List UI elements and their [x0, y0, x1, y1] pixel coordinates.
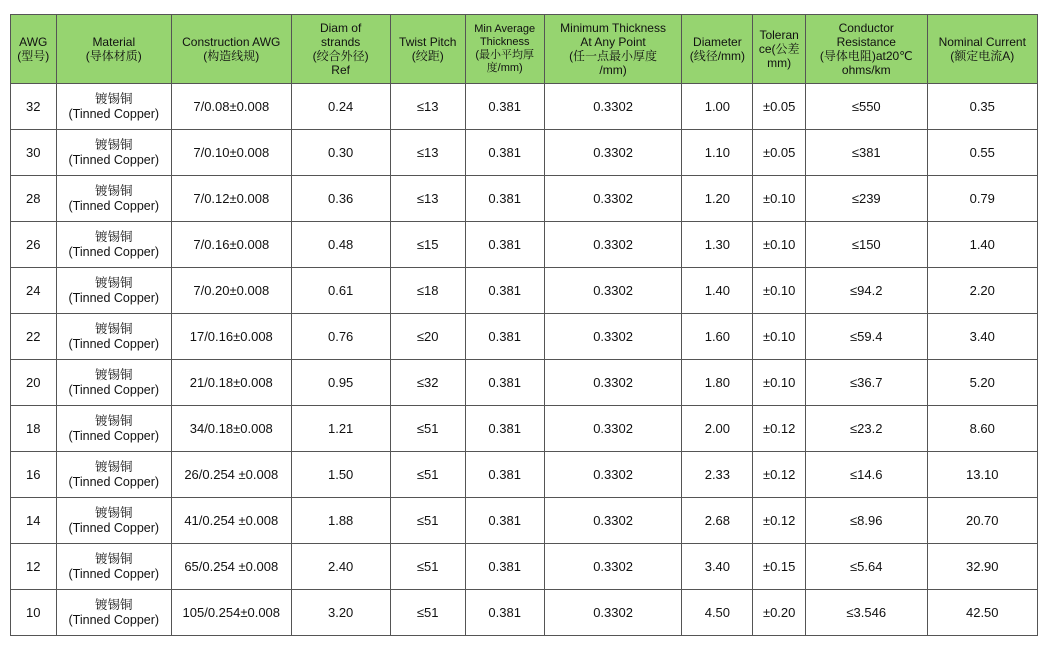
- cell-conductor-resistance: ≤36.7: [805, 360, 927, 406]
- cell-nominal-current: 3.40: [927, 314, 1037, 360]
- cell-tolerance: ±0.12: [753, 498, 806, 544]
- header-twist-pitch: Twist Pitch (绞距): [390, 15, 465, 84]
- table-row: [11, 544, 1038, 590]
- cell-awg: 14: [11, 498, 57, 544]
- cell-diameter: 2.68: [682, 498, 753, 544]
- cell-construction: 21/0.18±0.008: [172, 360, 292, 406]
- cell-nominal-current: 0.35: [927, 84, 1037, 130]
- cell-strand-diameter: 1.88: [291, 498, 390, 544]
- material-chinese: 镀锡铜: [95, 551, 133, 566]
- cell-nominal-current: 0.79: [927, 176, 1037, 222]
- header-strand-diameter: Diam of strands (绞合外径) Ref: [291, 15, 390, 84]
- cell-awg: 24: [11, 268, 57, 314]
- material-english: (Tinned Copper): [68, 382, 160, 397]
- cell-nominal-current: 2.20: [927, 268, 1037, 314]
- cell-construction: 7/0.16±0.008: [172, 222, 292, 268]
- cell-awg: 16: [11, 452, 57, 498]
- cell-strand-diameter: 2.40: [291, 544, 390, 590]
- table-row: [11, 314, 1038, 360]
- cell-nominal-current: 5.20: [927, 360, 1037, 406]
- cell-construction: 26/0.254 ±0.008: [172, 452, 292, 498]
- cell-construction: 7/0.08±0.008: [172, 84, 292, 130]
- cell-diameter: 1.60: [682, 314, 753, 360]
- cell-min-thickness-any-point: 0.3302: [544, 360, 682, 406]
- spec-table-container: [10, 14, 1038, 636]
- cell-nominal-current: 20.70: [927, 498, 1037, 544]
- material-english: (Tinned Copper): [68, 428, 160, 443]
- header-material: Material (导体材质): [56, 15, 171, 84]
- cell-min-average-thickness: 0.381: [465, 84, 544, 130]
- cell-strand-diameter: 0.61: [291, 268, 390, 314]
- cell-tolerance: ±0.20: [753, 590, 806, 636]
- header-awg: AWG (型号): [11, 15, 57, 84]
- table-row: [11, 406, 1038, 452]
- cell-material: [56, 498, 171, 544]
- cell-strand-diameter: 0.76: [291, 314, 390, 360]
- cell-twist-pitch: ≤13: [390, 84, 465, 130]
- material-english: (Tinned Copper): [68, 244, 160, 259]
- cell-strand-diameter: 0.30: [291, 130, 390, 176]
- table-body: [11, 84, 1038, 636]
- cell-material: [56, 590, 171, 636]
- cell-strand-diameter: 0.95: [291, 360, 390, 406]
- cell-tolerance: ±0.15: [753, 544, 806, 590]
- cell-strand-diameter: 0.48: [291, 222, 390, 268]
- cell-min-average-thickness: 0.381: [465, 590, 544, 636]
- material-english: (Tinned Copper): [68, 336, 160, 351]
- cell-conductor-resistance: ≤5.64: [805, 544, 927, 590]
- cell-material: [56, 406, 171, 452]
- cell-diameter: 1.30: [682, 222, 753, 268]
- cell-nominal-current: 1.40: [927, 222, 1037, 268]
- table-row: [11, 176, 1038, 222]
- cell-min-thickness-any-point: 0.3302: [544, 222, 682, 268]
- material-chinese: 镀锡铜: [95, 597, 133, 612]
- cell-twist-pitch: ≤32: [390, 360, 465, 406]
- cell-diameter: 1.80: [682, 360, 753, 406]
- cell-material: [56, 452, 171, 498]
- material-chinese: 镀锡铜: [95, 321, 133, 336]
- cell-strand-diameter: 0.24: [291, 84, 390, 130]
- cell-min-average-thickness: 0.381: [465, 130, 544, 176]
- cell-construction: 17/0.16±0.008: [172, 314, 292, 360]
- cell-material: [56, 222, 171, 268]
- cell-awg: 30: [11, 130, 57, 176]
- cell-tolerance: ±0.10: [753, 176, 806, 222]
- cell-awg: 20: [11, 360, 57, 406]
- cell-tolerance: ±0.05: [753, 130, 806, 176]
- header-nominal-current: Nominal Current (额定电流A): [927, 15, 1037, 84]
- cell-tolerance: ±0.10: [753, 222, 806, 268]
- cell-diameter: 1.20: [682, 176, 753, 222]
- cell-min-average-thickness: 0.381: [465, 176, 544, 222]
- cell-awg: 18: [11, 406, 57, 452]
- table-row: [11, 452, 1038, 498]
- cell-material: [56, 360, 171, 406]
- cell-construction: 7/0.12±0.008: [172, 176, 292, 222]
- cell-min-thickness-any-point: 0.3302: [544, 176, 682, 222]
- cell-construction: 7/0.20±0.008: [172, 268, 292, 314]
- header-conductor-resistance: Conductor Resistance (导体电阻)at20℃ ohms/km: [805, 15, 927, 84]
- cell-twist-pitch: ≤51: [390, 544, 465, 590]
- cell-material: [56, 84, 171, 130]
- cell-min-average-thickness: 0.381: [465, 406, 544, 452]
- cell-awg: 10: [11, 590, 57, 636]
- material-chinese: 镀锡铜: [95, 137, 133, 152]
- cell-twist-pitch: ≤51: [390, 590, 465, 636]
- cell-construction: 7/0.10±0.008: [172, 130, 292, 176]
- cell-conductor-resistance: ≤150: [805, 222, 927, 268]
- cell-strand-diameter: 1.50: [291, 452, 390, 498]
- cell-conductor-resistance: ≤94.2: [805, 268, 927, 314]
- header-row: [11, 15, 1038, 84]
- header-min-average-thickness: Min Average Thickness (最小平均厚 度/mm): [465, 15, 544, 84]
- cell-strand-diameter: 0.36: [291, 176, 390, 222]
- cell-strand-diameter: 3.20: [291, 590, 390, 636]
- cell-diameter: 4.50: [682, 590, 753, 636]
- cell-awg: 26: [11, 222, 57, 268]
- material-chinese: 镀锡铜: [95, 505, 133, 520]
- cell-min-thickness-any-point: 0.3302: [544, 314, 682, 360]
- cell-nominal-current: 13.10: [927, 452, 1037, 498]
- material-chinese: 镀锡铜: [95, 91, 133, 106]
- cell-min-thickness-any-point: 0.3302: [544, 590, 682, 636]
- cell-tolerance: ±0.10: [753, 268, 806, 314]
- header-tolerance: Toleran ce(公差 mm): [753, 15, 806, 84]
- cell-conductor-resistance: ≤14.6: [805, 452, 927, 498]
- material-chinese: 镀锡铜: [95, 459, 133, 474]
- cell-awg: 22: [11, 314, 57, 360]
- cell-twist-pitch: ≤18: [390, 268, 465, 314]
- cell-min-thickness-any-point: 0.3302: [544, 84, 682, 130]
- cell-twist-pitch: ≤13: [390, 176, 465, 222]
- cell-tolerance: ±0.10: [753, 360, 806, 406]
- cell-construction: 65/0.254 ±0.008: [172, 544, 292, 590]
- material-english: (Tinned Copper): [68, 290, 160, 305]
- cell-construction: 34/0.18±0.008: [172, 406, 292, 452]
- cell-min-average-thickness: 0.381: [465, 268, 544, 314]
- cell-min-thickness-any-point: 0.3302: [544, 268, 682, 314]
- cell-diameter: 1.10: [682, 130, 753, 176]
- table-row: [11, 498, 1038, 544]
- material-english: (Tinned Copper): [68, 152, 160, 167]
- cell-twist-pitch: ≤51: [390, 452, 465, 498]
- material-english: (Tinned Copper): [68, 106, 160, 121]
- table-row: [11, 268, 1038, 314]
- cell-min-thickness-any-point: 0.3302: [544, 544, 682, 590]
- cell-tolerance: ±0.12: [753, 406, 806, 452]
- cell-min-thickness-any-point: 0.3302: [544, 452, 682, 498]
- cell-strand-diameter: 1.21: [291, 406, 390, 452]
- material-english: (Tinned Copper): [68, 612, 160, 627]
- cell-material: [56, 176, 171, 222]
- material-english: (Tinned Copper): [68, 520, 160, 535]
- cell-material: [56, 130, 171, 176]
- table-row: [11, 130, 1038, 176]
- cell-min-average-thickness: 0.381: [465, 452, 544, 498]
- wire-spec-table: [10, 14, 1038, 636]
- cell-twist-pitch: ≤15: [390, 222, 465, 268]
- cell-diameter: 2.33: [682, 452, 753, 498]
- cell-diameter: 3.40: [682, 544, 753, 590]
- cell-tolerance: ±0.10: [753, 314, 806, 360]
- cell-min-thickness-any-point: 0.3302: [544, 498, 682, 544]
- cell-min-average-thickness: 0.381: [465, 314, 544, 360]
- material-chinese: 镀锡铜: [95, 275, 133, 290]
- cell-conductor-resistance: ≤3.546: [805, 590, 927, 636]
- cell-nominal-current: 42.50: [927, 590, 1037, 636]
- cell-material: [56, 544, 171, 590]
- cell-tolerance: ±0.12: [753, 452, 806, 498]
- cell-nominal-current: 32.90: [927, 544, 1037, 590]
- cell-material: [56, 314, 171, 360]
- cell-conductor-resistance: ≤23.2: [805, 406, 927, 452]
- cell-construction: 105/0.254±0.008: [172, 590, 292, 636]
- cell-awg: 28: [11, 176, 57, 222]
- cell-nominal-current: 8.60: [927, 406, 1037, 452]
- header-diameter: Diameter (线径/mm): [682, 15, 753, 84]
- cell-twist-pitch: ≤51: [390, 498, 465, 544]
- material-english: (Tinned Copper): [68, 474, 160, 489]
- material-english: (Tinned Copper): [68, 566, 160, 581]
- table-row: [11, 360, 1038, 406]
- cell-twist-pitch: ≤51: [390, 406, 465, 452]
- table-row: [11, 590, 1038, 636]
- cell-material: [56, 268, 171, 314]
- cell-min-average-thickness: 0.381: [465, 360, 544, 406]
- material-chinese: 镀锡铜: [95, 229, 133, 244]
- cell-min-average-thickness: 0.381: [465, 498, 544, 544]
- cell-min-average-thickness: 0.381: [465, 544, 544, 590]
- cell-awg: 32: [11, 84, 57, 130]
- cell-conductor-resistance: ≤550: [805, 84, 927, 130]
- cell-diameter: 1.40: [682, 268, 753, 314]
- cell-conductor-resistance: ≤59.4: [805, 314, 927, 360]
- cell-min-thickness-any-point: 0.3302: [544, 130, 682, 176]
- cell-construction: 41/0.254 ±0.008: [172, 498, 292, 544]
- header-min-thickness-any-point: Minimum Thickness At Any Point (任一点最小厚度 /mm): [544, 15, 682, 84]
- cell-conductor-resistance: ≤381: [805, 130, 927, 176]
- material-chinese: 镀锡铜: [95, 183, 133, 198]
- cell-twist-pitch: ≤20: [390, 314, 465, 360]
- material-chinese: 镀锡铜: [95, 367, 133, 382]
- cell-diameter: 1.00: [682, 84, 753, 130]
- table-row: [11, 84, 1038, 130]
- cell-diameter: 2.00: [682, 406, 753, 452]
- cell-tolerance: ±0.05: [753, 84, 806, 130]
- header-construction: Construction AWG (构造线规): [172, 15, 292, 84]
- cell-min-average-thickness: 0.381: [465, 222, 544, 268]
- cell-nominal-current: 0.55: [927, 130, 1037, 176]
- cell-conductor-resistance: ≤8.96: [805, 498, 927, 544]
- cell-min-thickness-any-point: 0.3302: [544, 406, 682, 452]
- table-row: [11, 222, 1038, 268]
- cell-twist-pitch: ≤13: [390, 130, 465, 176]
- cell-awg: 12: [11, 544, 57, 590]
- material-chinese: 镀锡铜: [95, 413, 133, 428]
- material-english: (Tinned Copper): [68, 198, 160, 213]
- cell-conductor-resistance: ≤239: [805, 176, 927, 222]
